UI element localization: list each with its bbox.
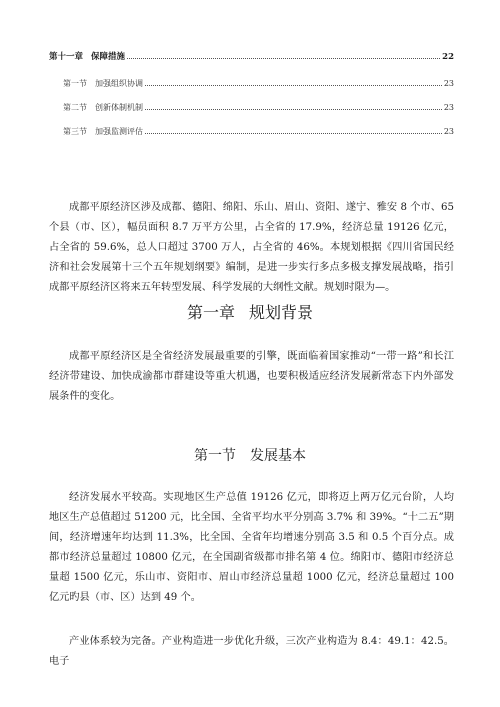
toc-section-row[interactable]	[49, 126, 454, 138]
toc-section-page: 23	[443, 127, 454, 136]
toc-chapter-title: 保障措施	[91, 52, 126, 62]
chapter-title: 规划背景	[249, 303, 314, 322]
toc-leader-dots	[145, 108, 442, 110]
toc-section-row[interactable]	[49, 102, 454, 114]
toc-section-number: 第三节	[63, 127, 87, 136]
section-paragraph: 经济发展水平较高。实现地区生产总值 19126 亿元，即将迈上两万亿元台阶，人均地区生产总值超过 51200 元，比全国、全省平均水平分别高 3.7% 和 39%。“十二五”期间，经济增速年均达到 11.3%，比全国、全省年均增速分别高 3.5 和 0.5 个百分点。成都市经济总量超过 10800 亿元，在全国副省级都市排名第 4 位。绵阳市、德阳市经济总量超 1500 亿元，乐山市、资阳市、眉山市经济总量超 1000 亿元，经济总量超过 100 亿元旳县（市、区）达到 49 个。	[49, 492, 454, 603]
toc-leader-dots	[145, 84, 442, 86]
chapter-heading	[0, 300, 500, 323]
toc-section-page: 23	[443, 103, 454, 112]
toc-section-title: 加强组织协调	[95, 79, 143, 88]
section-title: 发展基本	[250, 448, 306, 464]
toc-chapter-number: 第十一章	[49, 52, 84, 62]
toc-section-number: 第一节	[63, 79, 87, 88]
toc-section-row[interactable]	[49, 78, 454, 90]
table-of-contents	[49, 50, 454, 138]
section-heading	[0, 445, 500, 465]
toc-leader-dots	[145, 132, 442, 134]
toc-section-title: 加强监测评估	[95, 127, 143, 136]
toc-section-number: 第二节	[63, 103, 87, 112]
chapter-number: 第一章	[186, 303, 235, 322]
chapter-paragraph: 成都平原经济区是全省经济发展最重要的引擎，既面临着国家推动“一带一路”和长江经济带建设、加快成渝都市群建设等重大机遇，也要积极适应经济发展新常态下内外部发展条件的变化。	[49, 351, 454, 402]
section-number: 第一节	[194, 448, 236, 464]
toc-section-title: 创新体制机制	[95, 103, 143, 112]
toc-leader-dots	[127, 57, 440, 59]
toc-chapter-row[interactable]	[49, 50, 454, 64]
toc-section-page: 23	[443, 79, 454, 88]
toc-chapter-page: 22	[442, 52, 454, 62]
intro-paragraph: 成都平原经济区涉及成都、德阳、绵阳、乐山、眉山、资阳、遂宁、雅安 8 个市、65 个县（市、区），幅员面积 8.7 万平方公里，占全省的 17.9%，经济总量 19126 亿元，占全省的 59.6%，总人口超过 3700 万人，占全省的 46%。本规划根据《四川省国民经济和社会发展第十三个五年规划纲要》编制，是进一步实行多点多极支撑发展战略，指引成都平原经济区将来五年转型发展、科学发展的大纲性文献。规划时限为—。	[49, 202, 454, 293]
section-paragraph: 产业体系较为完备。产业构造进一步优化升级，三次产业构造为 8.4：49.1：42.5。电子	[49, 636, 454, 667]
